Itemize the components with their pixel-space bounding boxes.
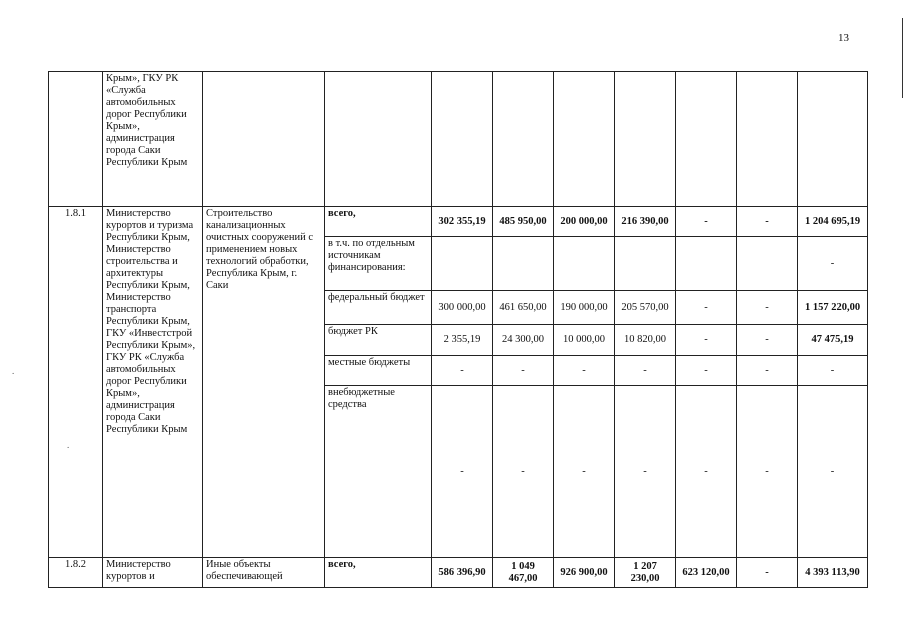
cell-source-label: местные бюджеты: [325, 356, 432, 386]
cell-value: 1 207 230,00: [615, 558, 676, 588]
cell-value: -: [737, 325, 798, 356]
page-edge-line: [902, 18, 903, 98]
cell-value: 4 393 113,90: [798, 558, 868, 588]
cell-value: -: [676, 325, 737, 356]
cell-value: -: [615, 386, 676, 558]
cell-value: -: [676, 356, 737, 386]
cell-value: -: [615, 356, 676, 386]
cell-value: 47 475,19: [798, 325, 868, 356]
cell-object: Строительство канализационных очистных сооружений с применением новых технологий обработки, Республика Крым, г. Саки: [203, 207, 325, 558]
cell-source-label: внебюджетные средства: [325, 386, 432, 558]
cell-value: -: [798, 237, 868, 291]
scan-mark: .: [12, 366, 15, 376]
cell-value: 623 120,00: [676, 558, 737, 588]
cell-source-label: всего,: [325, 207, 432, 237]
cell-value: -: [737, 356, 798, 386]
cell-value: -: [432, 386, 493, 558]
scan-mark: .: [67, 440, 70, 450]
cell-value: 2 355,19: [432, 325, 493, 356]
cell-executor: Крым», ГКУ РК «Служба автомобильных дорог Республики Крым», администрация города Саки Республики Крым: [103, 72, 203, 207]
cell-source-label: в т.ч. по отдельным источникам финансирования:: [325, 237, 432, 291]
cell-value: 485 950,00: [493, 207, 554, 237]
table-row: [49, 558, 868, 588]
cell-value: -: [798, 356, 868, 386]
cell-value: 1 157 220,00: [798, 291, 868, 325]
cell-num: 1.8.1: [49, 207, 103, 558]
page-number: 13: [838, 32, 849, 44]
cell-value: -: [737, 207, 798, 237]
cell-value: 10 000,00: [554, 325, 615, 356]
cell-value: -: [432, 356, 493, 386]
cell-value: -: [676, 386, 737, 558]
cell-value: 24 300,00: [493, 325, 554, 356]
cell-value: -: [798, 386, 868, 558]
cell-value: 205 570,00: [615, 291, 676, 325]
cell-value: 302 355,19: [432, 207, 493, 237]
cell-value: 200 000,00: [554, 207, 615, 237]
cell-value: 1 204 695,19: [798, 207, 868, 237]
cell-value: 10 820,00: [615, 325, 676, 356]
cell-source-label: бюджет РК: [325, 325, 432, 356]
cell-value: -: [737, 558, 798, 588]
cell-executor: Министерство курортов и: [103, 558, 203, 588]
cell-value: 1 049 467,00: [493, 558, 554, 588]
cell-value: 461 650,00: [493, 291, 554, 325]
cell-value: 190 000,00: [554, 291, 615, 325]
cell-value: 926 900,00: [554, 558, 615, 588]
cell-source-label: всего,: [325, 558, 432, 588]
cell-num: [49, 72, 103, 207]
program-table: [48, 71, 868, 588]
cell-value: -: [554, 386, 615, 558]
table-row: [49, 72, 868, 207]
cell-value: 586 396,90: [432, 558, 493, 588]
cell-value: -: [676, 291, 737, 325]
cell-source-label: федеральный бюджет: [325, 291, 432, 325]
cell-value: -: [737, 291, 798, 325]
cell-value: -: [554, 356, 615, 386]
cell-num: 1.8.2: [49, 558, 103, 588]
cell-value: -: [737, 386, 798, 558]
cell-object: Иные объекты обеспечивающей: [203, 558, 325, 588]
table-row: [49, 207, 868, 237]
cell-value: 216 390,00: [615, 207, 676, 237]
cell-value: -: [493, 356, 554, 386]
cell-value: 300 000,00: [432, 291, 493, 325]
cell-value: -: [676, 207, 737, 237]
cell-executor: Министерство курортов и туризма Республики Крым, Министерство строительства и архитектуры Республики Крым, Министерство транспорта Республики Крым, ГКУ «Инвестстрой Республики Крым», ГКУ РК «Служба автомобильных дорог Республики Крым», администрация города Саки Республики Крым: [103, 207, 203, 558]
cell-value: -: [493, 386, 554, 558]
